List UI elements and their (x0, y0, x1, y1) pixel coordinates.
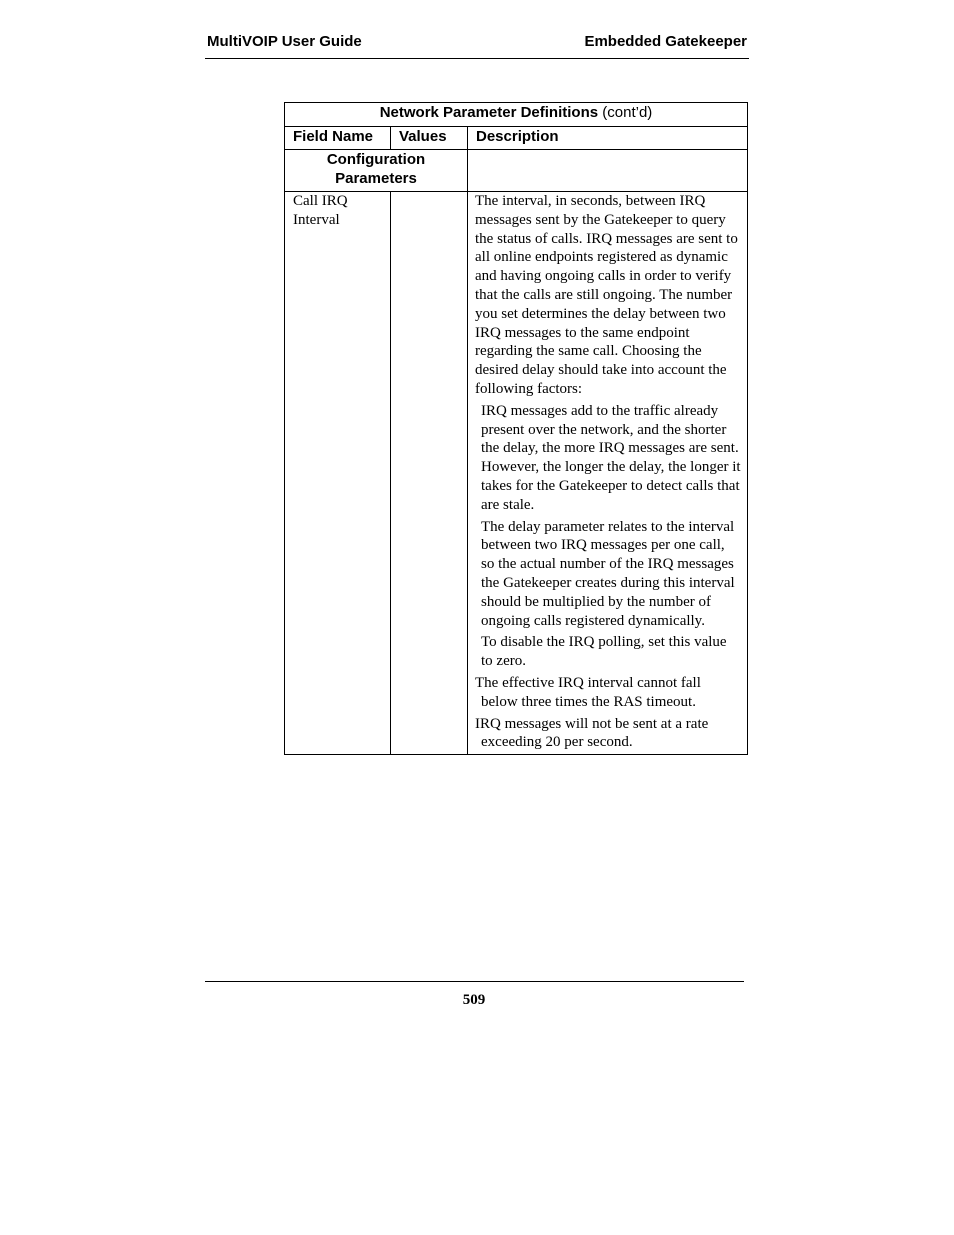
table-title-bold: Network Parameter Definitions (379, 104, 599, 121)
section-empty-cell (468, 150, 748, 192)
network-parameter-definitions-table (284, 102, 748, 755)
page-number: 509 (462, 992, 486, 1008)
table-title-suffix: (cont’d) (598, 104, 653, 121)
field-name-cell: Call IRQ Interval (285, 192, 391, 755)
description-note-rate-limit: IRQ messages will not be sent at a rate exceeding 20 per second. (475, 715, 709, 751)
column-header-field-name: Field Name (285, 127, 391, 150)
footer-divider (205, 981, 744, 982)
table-title (285, 103, 748, 127)
column-header-description: Description (468, 127, 748, 150)
description-factor-traffic: IRQ messages add to the traffic already present over the network, and the shorter the delay, the more IRQ messages are sent. However, the longer the delay, the longer it takes for the Gatekeeper to detect calls that are stale. (481, 402, 741, 513)
section-heading: Configuration Parameters (285, 150, 468, 192)
header-guide-title: MultiVOIP User Guide (207, 33, 362, 50)
description-intro: The interval, in seconds, between IRQ messages sent by the Gatekeeper to query the status of calls. IRQ messages are sent to all online endpoints registered as dynamic and having ongoing calls in order to verify that the calls are still ongoing. The number you set determines the delay between two IRQ messages to the same endpoint regarding the same call. Choosing the desired delay should take into account the following factors: (475, 193, 738, 397)
table-row (285, 192, 748, 755)
description-factor-delay: The delay parameter relates to the interval between two IRQ messages per one call, so the actual number of the IRQ messages the Gatekeeper creates during this interval should be multiplied by the number of ongoing calls registered dynamically. (481, 518, 735, 629)
description-factor-disable: To disable the IRQ polling, set this value to zero. (481, 634, 727, 670)
header-chapter-title: Embedded Gatekeeper (584, 33, 747, 50)
description-cell (468, 192, 748, 755)
values-cell (391, 192, 468, 755)
column-header-values: Values (391, 127, 468, 150)
header-divider (205, 58, 749, 59)
description-note-ras-timeout: The effective IRQ interval cannot fall below three times the RAS timeout. (475, 674, 701, 710)
